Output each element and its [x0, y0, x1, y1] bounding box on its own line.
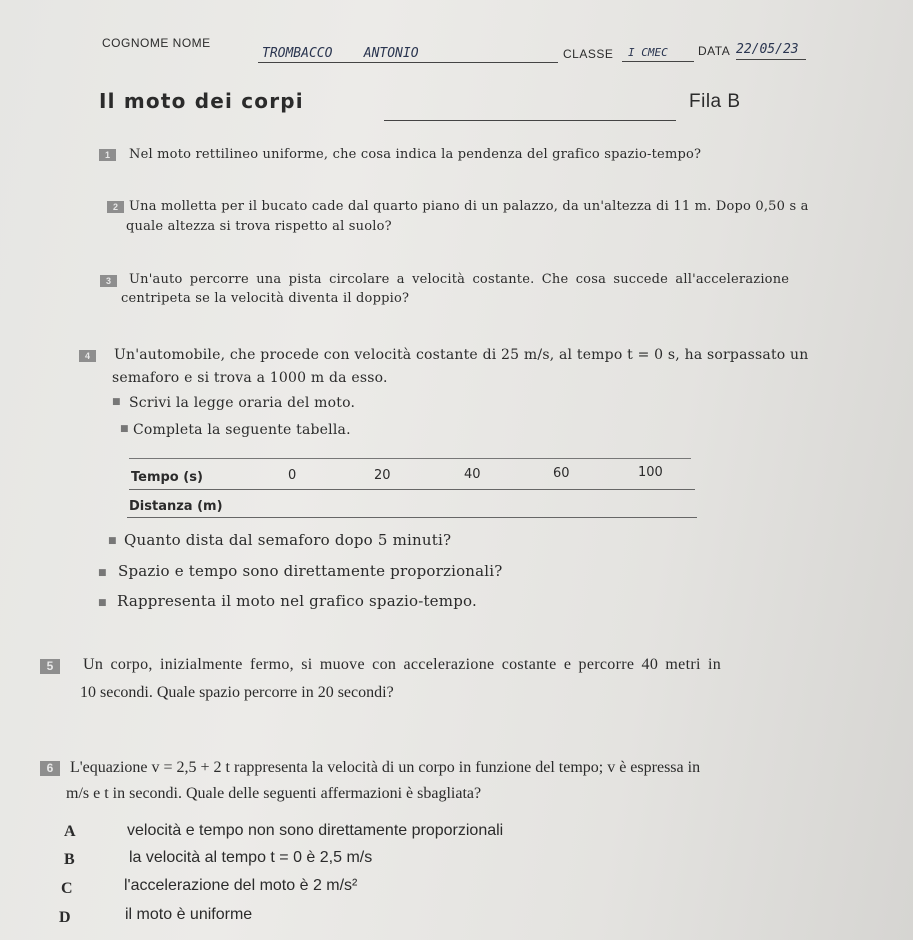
date-underline — [736, 59, 806, 60]
table-time-value: 60 — [553, 466, 570, 481]
date-label: DATA — [698, 44, 731, 58]
bullet-icon: ■ — [112, 397, 121, 407]
bullet-icon: ■ — [120, 424, 129, 434]
title-underline — [384, 120, 676, 121]
question-4-line2: semaforo e si trova a 1000 m da esso. — [112, 370, 388, 386]
option-b-text: la velocità al tempo t = 0 è 2,5 m/s — [129, 849, 373, 866]
question-number-6: 6 — [40, 761, 60, 776]
name-value: TROMBACCO ANTONIO — [262, 46, 419, 61]
question-2-line2: quale altezza si trova rispetto al suolo? — [126, 219, 392, 234]
table-time-value: 0 — [288, 468, 297, 483]
name-label: COGNOME NOME — [102, 36, 211, 50]
option-b-letter: B — [64, 851, 75, 868]
question-3-line1: Un'auto percorre una pista circolare a velocità costante. Che cosa succede all'accelerazione — [129, 272, 790, 287]
question-3-line2: centripeta se la velocità diventa il doppio? — [121, 291, 410, 306]
question-4-sub2: Completa la seguente tabella. — [133, 422, 351, 438]
question-5-line1: Un corpo, inizialmente fermo, si muove con accelerazione costante e percorre 40 metri in — [83, 656, 722, 673]
question-4-sub4: Spazio e tempo sono direttamente proporzionali? — [118, 562, 503, 580]
question-number-2: 2 — [107, 201, 124, 213]
question-4-sub5: Rappresenta il moto nel grafico spazio-tempo. — [117, 592, 477, 610]
option-c-text: l'accelerazione del moto è 2 m/s² — [124, 877, 358, 894]
bullet-icon: ■ — [108, 536, 117, 546]
table-header-distance: Distanza (m) — [129, 499, 223, 514]
question-number-3: 3 — [100, 275, 117, 287]
question-number-5: 5 — [40, 659, 60, 674]
question-6-line1: L'equazione v = 2,5 + 2 t rappresenta la velocità di un corpo in funzione del tempo; v è espressa in — [70, 759, 701, 776]
question-2-line1: Una molletta per il bucato cade dal quarto piano di un palazzo, da un'altezza di 11 m. Dopo 0,50 s a — [129, 199, 809, 214]
question-number-1: 1 — [99, 149, 116, 161]
question-6-line2: m/s e t in secondi. Quale delle seguenti affermazioni è sbagliata? — [66, 785, 482, 802]
date-value: 22/05/23 — [736, 42, 799, 57]
table-time-value: 40 — [464, 467, 481, 482]
table-bottom-border — [127, 517, 697, 518]
bullet-icon: ■ — [98, 598, 107, 608]
question-4-sub1: Scrivi la legge oraria del moto. — [129, 395, 356, 411]
question-1-text: Nel moto rettilineo uniforme, che cosa indica la pendenza del grafico spazio-tempo? — [129, 147, 702, 162]
question-5-line2: 10 secondi. Quale spazio percorre in 20 secondi? — [80, 684, 394, 701]
option-c-letter: C — [61, 880, 73, 897]
table-time-value: 100 — [638, 465, 663, 480]
question-number-4: 4 — [79, 350, 96, 362]
page-title: Il moto dei corpi — [99, 89, 304, 113]
option-d-letter: D — [59, 909, 71, 926]
option-a-letter: A — [64, 823, 76, 840]
table-header-time: Tempo (s) — [131, 470, 203, 485]
class-underline — [622, 61, 694, 62]
class-label: CLASSE — [563, 47, 614, 61]
name-underline — [258, 62, 558, 63]
option-a-text: velocità e tempo non sono direttamente proporzionali — [127, 822, 504, 839]
class-value: I CMEC — [628, 46, 668, 59]
table-middle-border — [129, 489, 695, 490]
question-4-sub3: Quanto dista dal semaforo dopo 5 minuti? — [124, 531, 452, 549]
bullet-icon: ■ — [98, 568, 107, 578]
table-time-value: 20 — [374, 468, 391, 483]
option-d-text: il moto è uniforme — [125, 906, 253, 923]
fila-label: Fila B — [689, 91, 741, 112]
question-4-line1: Un'automobile, che procede con velocità costante di 25 m/s, al tempo t = 0 s, ha sorpassato un — [114, 347, 809, 363]
table-top-border — [129, 458, 691, 459]
